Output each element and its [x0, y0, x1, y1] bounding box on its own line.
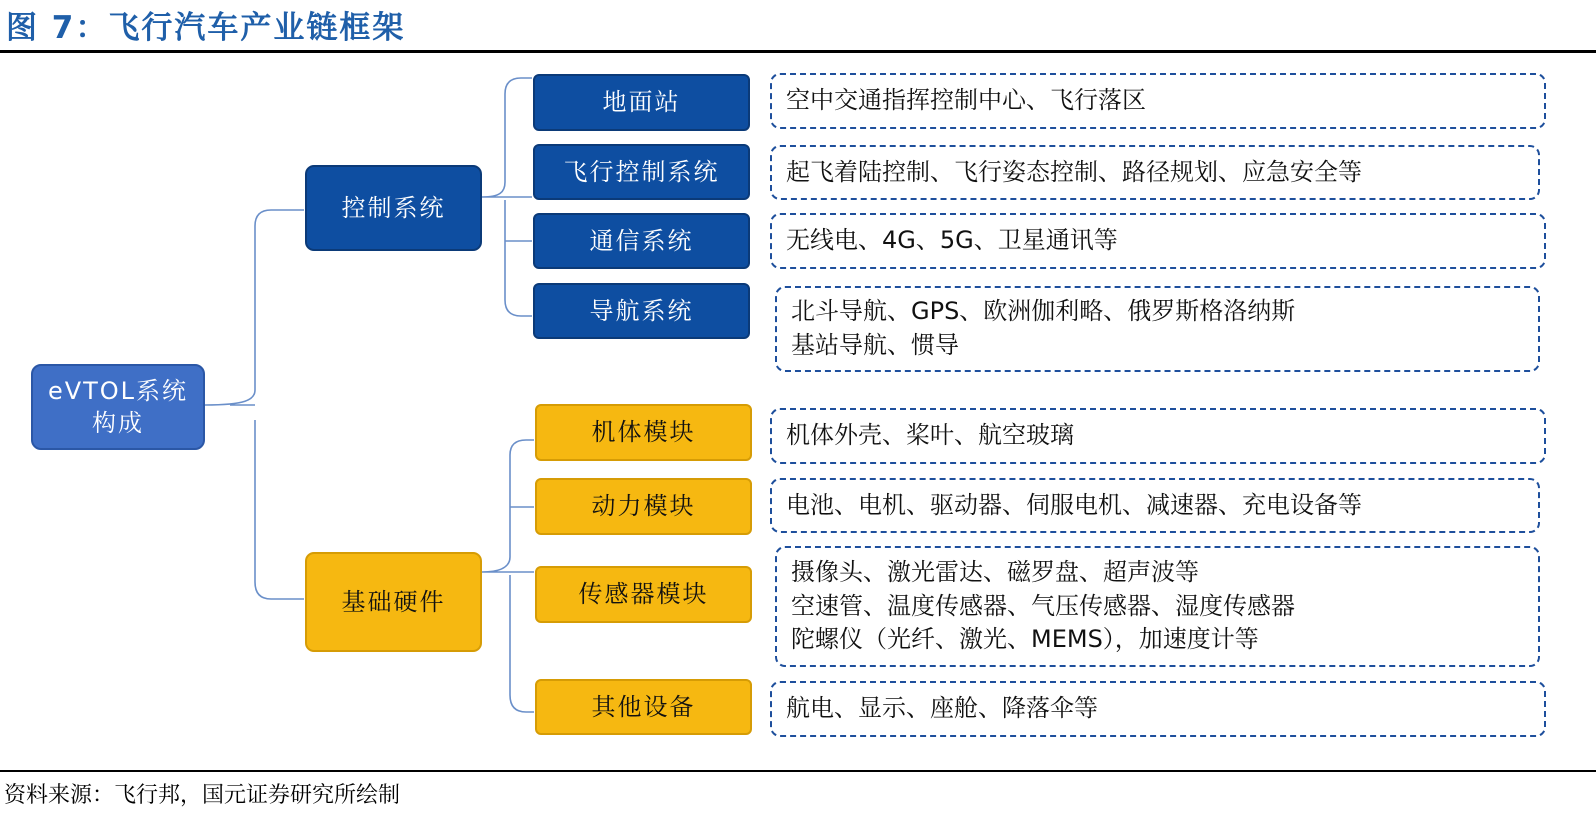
child-node-flight-control: 飞行控制系统 [533, 144, 750, 200]
source-note: 资料来源：飞行邦，国元证券研究所绘制 [4, 783, 401, 808]
detail-text: 无线电、4G、5G、卫星通讯等 [786, 226, 1118, 255]
detail-box-sensors [775, 546, 1540, 667]
detail-box-airframe [770, 408, 1546, 464]
detail-text: 机体外壳、桨叶、航空玻璃 [786, 421, 1074, 450]
child-node-airframe: 机体模块 [535, 404, 752, 461]
detail-box-other-equipment [770, 681, 1546, 737]
connector-hardware [482, 440, 534, 712]
root-label-line1: eVTOL系统 [47, 376, 189, 405]
detail-text: 摄像头、激光雷达、磁罗盘、超声波等 [791, 558, 1199, 587]
figure-title: 图 7：飞行汽车产业链框架 [6, 10, 406, 46]
detail-text: 起飞着陆控制、飞行姿态控制、路径规划、应急安全等 [786, 157, 1362, 186]
branch-node-base-hardware: 基础硬件 [305, 552, 482, 652]
detail-box-flight-control [770, 145, 1540, 200]
connector-control [482, 78, 532, 316]
child-node-communication: 通信系统 [533, 213, 750, 269]
child-node-sensors: 传感器模块 [535, 566, 752, 623]
detail-box-ground-station [770, 73, 1546, 129]
detail-text: 北斗导航、GPS、欧洲伽利略、俄罗斯格洛纳斯 [791, 297, 1296, 326]
detail-text: 空速管、温度传感器、气压传感器、湿度传感器 [791, 591, 1295, 620]
detail-box-power [770, 478, 1540, 533]
detail-text: 航电、显示、座舱、降落伞等 [786, 694, 1098, 723]
branch-node-control-system: 控制系统 [305, 165, 482, 251]
root-label-line2: 构成 [91, 409, 144, 437]
detail-box-communication [770, 213, 1546, 269]
connector-root [205, 210, 304, 599]
root-node-evtol [31, 364, 205, 450]
bottom-rule [0, 770, 1596, 772]
detail-text: 基站导航、惯导 [791, 331, 959, 359]
detail-text: 电池、电机、驱动器、伺服电机、减速器、充电设备等 [786, 490, 1362, 519]
detail-text: 空中交通指挥控制中心、飞行落区 [786, 86, 1146, 115]
detail-box-navigation [775, 286, 1540, 372]
child-node-navigation: 导航系统 [533, 283, 750, 339]
child-node-ground-station: 地面站 [533, 74, 750, 131]
child-node-power: 动力模块 [535, 478, 752, 535]
child-node-other-equipment: 其他设备 [535, 679, 752, 735]
detail-text: 陀螺仪（光纤、激光、MEMS），加速度计等 [791, 625, 1259, 654]
